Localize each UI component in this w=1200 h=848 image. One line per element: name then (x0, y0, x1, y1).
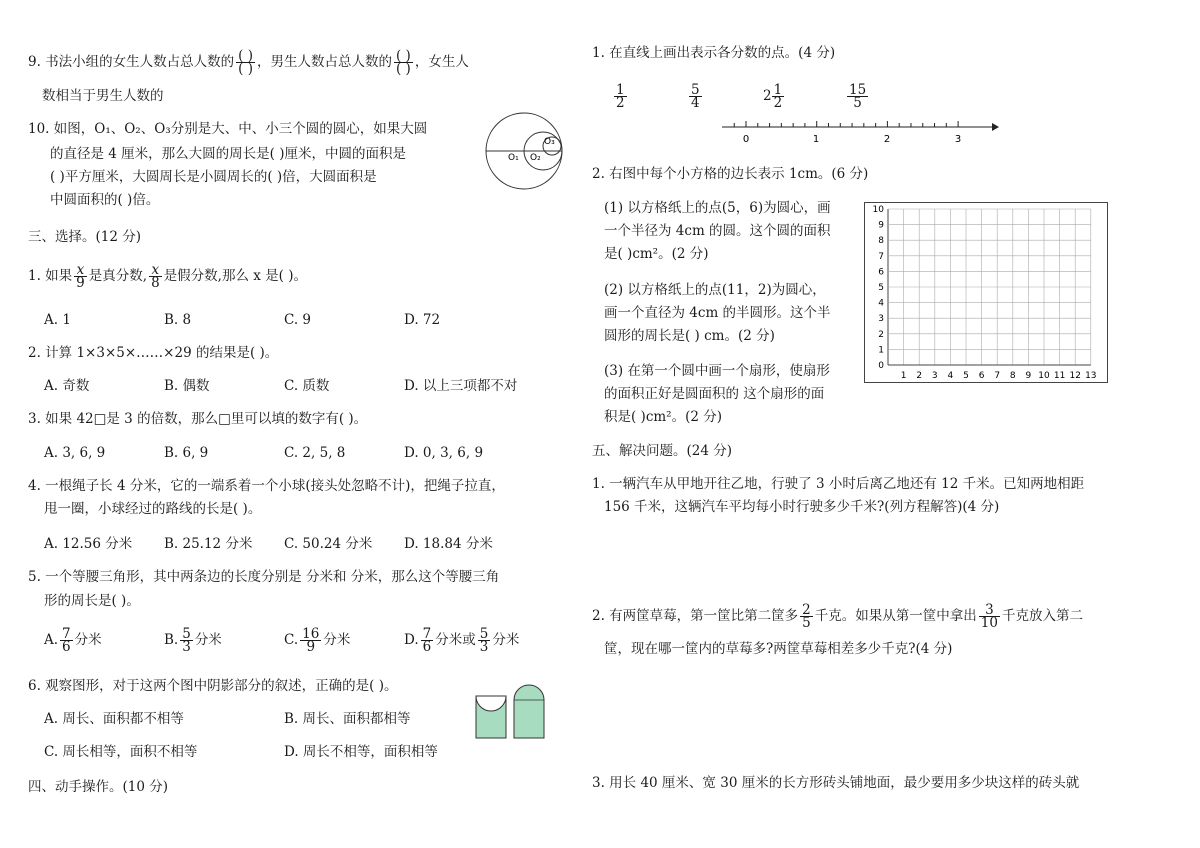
grid-x-label: 7 (994, 371, 1001, 381)
r2-p3-line1: (3) 在第一个圆中画一个扇形，使扇形 (604, 363, 830, 379)
grid-y-label: 7 (878, 251, 884, 262)
s1-line2: 156 千米，这辆汽车平均每小时行驶多少千米?(列方程解答)(4 分) (604, 499, 1000, 515)
c6-option-d[interactable]: D. 周长不相等，面积相等 (284, 744, 438, 760)
c1-text-c: 是假分数,那么 x 是( )。 (163, 268, 307, 284)
grid-x-label: 10 (1038, 371, 1050, 381)
c6-option-a[interactable]: A. 周长、面积都不相等 (44, 711, 184, 727)
c1-option-a[interactable]: A. 1 (44, 312, 71, 328)
r1-fraction-3: 2 $\frac{1}{2}$ (763, 82, 783, 111)
c2-option-c[interactable]: C. 质数 (284, 378, 330, 394)
c4-line1: 4. 一根绳子长 4 分米，它的一端系着一个小球(接头处忽略不计)，把绳子拉直， (28, 478, 505, 494)
number-line-arrow (992, 123, 999, 131)
r1-fraction-2: $\frac{5}{4}$ (691, 82, 700, 111)
q9-line1 (28, 50, 469, 75)
grid-x-label: 11 (1053, 371, 1066, 381)
r2-p3-line2: 的面积正好是圆面积的 这个扇形的面 (604, 386, 825, 402)
s2-line1 (592, 604, 1083, 629)
c1-option-b[interactable]: B. 8 (164, 312, 192, 328)
c5-option-d[interactable]: D. $\frac{7}{6}$ 分米或 $\frac{5}{3}$ 分米 (404, 626, 520, 655)
c4-line2: 甩一圈，小球经过的路线的长是( )。 (44, 501, 262, 517)
s2-text-a: 2. 有两筐草莓，第一筐比第二筐多 (592, 608, 799, 624)
c4-option-d[interactable]: D. 18.84 分米 (404, 536, 493, 552)
q10-line2: 的直径是 4 厘米，那么大圆的周长是( )厘米，中圆的面积是 (50, 146, 406, 162)
q10-line1: 10. 如图，O₁、O₂、O₃分别是大、中、小三个圆的圆心，如果大圆 (28, 121, 428, 137)
o3-label: O₃ (544, 137, 555, 147)
c5-option-b[interactable]: B. $\frac{5}{3}$ 分米 (164, 626, 222, 655)
section-3-heading: 三、选择。(12 分) (28, 229, 142, 245)
c1-fraction-x-8: $\frac{x}{8}$ (151, 262, 160, 291)
nl-label-2: 2 (883, 134, 891, 145)
c1-text-a: 1. 如果 (28, 268, 73, 284)
grid-x-label: 9 (1025, 371, 1032, 381)
c3-option-b[interactable]: B. 6, 9 (164, 445, 209, 461)
r2-p1-line1: (1) 以方格纸上的点(5，6)为圆心，画 (604, 200, 831, 216)
grid-x-label: 5 (963, 371, 969, 381)
grid-y-label: 5 (878, 283, 884, 293)
c2-option-d[interactable]: D. 以上三项都不对 (404, 378, 518, 394)
grid-x-label: 8 (1009, 371, 1016, 381)
c6-option-c[interactable]: C. 周长相等，面积不相等 (44, 744, 198, 760)
c1-fraction-x-9: $\frac{x}{9}$ (76, 262, 85, 291)
grid-x-label: 2 (916, 371, 923, 381)
s2-line2: 筐，现在哪一筐内的草莓多?两筐草莓相差多少千克?(4 分) (604, 641, 953, 657)
q9-text-c: ，女生人 (414, 54, 469, 70)
r1-fraction-4: $\frac{15}{5}$ (849, 82, 867, 111)
c5-a-fraction: $\frac{7}{6}$ (62, 626, 71, 655)
grid-y-label: 4 (878, 298, 884, 309)
r1-question: 1. 在直线上画出表示各分数的点。(4 分) (592, 45, 836, 61)
q10-line3: ( )平方厘米，大圆周长是小圆周长的( )倍，大圆面积是 (50, 169, 377, 185)
number-line (718, 118, 1002, 146)
shaded-shapes-figure (474, 682, 550, 740)
c3-option-d[interactable]: D. 0, 3, 6, 9 (404, 445, 484, 461)
c5-line2: 形的周长是( )。 (44, 593, 140, 609)
c1-question (28, 264, 307, 289)
grid-y-label: 10 (872, 205, 884, 215)
c6-question: 6. 观察图形，对于这两个图中阴影部分的叙述，正确的是( )。 (28, 678, 398, 694)
r2-p1-line3: 是( )cm²。(2 分) (604, 246, 709, 262)
o2-label: O₂ (530, 153, 541, 163)
r2-p2-line3: 圆形的周长是( ) cm。(2 分) (604, 328, 775, 344)
grid-x-label: 1 (900, 371, 907, 381)
c2-question: 2. 计算 1×3×5×……×29 的结果是( )。 (28, 345, 279, 361)
q9-line2: 数相当于男生人数的 (42, 88, 164, 104)
c5-line1: 5. 一个等腰三角形，其中两条边的长度分别是 分米和 分米，那么这个等腰三角 (28, 569, 500, 585)
s1-line1: 1. 一辆汽车从甲地开往乙地，行驶了 3 小时后离乙地还有 12 千米。已知两地相距 (592, 476, 1085, 492)
o1-label: O₁ (508, 153, 519, 163)
three-circles-figure (478, 110, 570, 192)
s2-fraction-1: $\frac{2}{5}$ (802, 602, 811, 631)
c4-option-a[interactable]: A. 12.56 分米 (44, 536, 133, 552)
c1-text-b: 是真分数, (88, 268, 148, 284)
c1-option-c[interactable]: C. 9 (284, 312, 312, 328)
c2-option-a[interactable]: A. 奇数 (44, 378, 90, 394)
nl-label-3: 3 (954, 134, 962, 145)
r2-p3-line3: 积是( )cm²。(2 分) (604, 409, 723, 425)
s3-line1: 3. 用长 40 厘米、宽 30 厘米的长方形砖头铺地面，最少要用多少块这样的砖头就 (592, 775, 1080, 791)
r2-question: 2. 右图中每个小方格的边长表示 1cm。(6 分) (592, 166, 869, 182)
grid-x-label: 12 (1069, 371, 1081, 381)
grid-x-label: 13 (1085, 371, 1097, 381)
c5-b-fraction: $\frac{5}{3}$ (182, 626, 191, 655)
grid-y-label: 6 (878, 267, 884, 278)
square-grid-paper[interactable] (864, 202, 1109, 384)
c5-option-a[interactable]: A. $\frac{7}{6}$ 分米 (44, 626, 102, 655)
q9-text-b: ，男生人数占总人数的 (257, 54, 392, 70)
grid-y-label: 3 (878, 314, 884, 325)
grid-x-label: 4 (947, 371, 954, 381)
q9-blank-fraction-1: $\frac{( )}{( )}$ (238, 48, 253, 77)
c4-option-c[interactable]: C. 50.24 分米 (284, 536, 373, 552)
r1-fraction-1: $\frac{1}{2}$ (616, 82, 625, 111)
c6-option-b[interactable]: B. 周长、面积都相等 (284, 711, 411, 727)
s2-text-b: 千克。如果从第一筐中拿出 (814, 608, 977, 624)
r2-p1-line2: 一个半径为 4cm 的圆。这个圆的面积 (604, 223, 831, 239)
shape-right-arch-shaded (514, 685, 544, 738)
grid-y-label: 0 (878, 361, 884, 371)
grid-y-label: 1 (878, 345, 884, 356)
c5-d-fraction-2: $\frac{5}{3}$ (479, 626, 489, 655)
grid-x-label: 3 (931, 371, 938, 381)
s2-fraction-2: $\frac{3}{10}$ (980, 602, 998, 631)
grid-y-label: 9 (878, 220, 884, 231)
c4-option-b[interactable]: B. 25.12 分米 (164, 536, 253, 552)
r2-p2-line1: (2) 以方格纸上的点(11，2)为圆心， (604, 282, 826, 298)
c5-d-fraction-1: $\frac{7}{6}$ (422, 626, 432, 655)
c5-option-c[interactable]: C. $\frac{16}{9}$ 分米 (284, 626, 351, 655)
nl-label-0: 0 (742, 134, 750, 145)
r2-p2-line2: 画一个直径为 4cm 的半圆形。这个半 (604, 305, 831, 321)
s2-text-c: 千克放入第二 (1001, 608, 1083, 624)
section-5-heading: 五、解决问题。(24 分) (592, 443, 733, 459)
c2-option-b[interactable]: B. 偶数 (164, 378, 210, 394)
c5-c-fraction: $\frac{16}{9}$ (302, 626, 320, 655)
c1-option-d[interactable]: D. 72 (404, 312, 441, 328)
section-4-heading: 四、动手操作。(10 分) (28, 779, 169, 795)
c3-option-c[interactable]: C. 2, 5, 8 (284, 445, 346, 461)
c3-option-a[interactable]: A. 3, 6, 9 (44, 445, 106, 461)
grid-x-label: 6 (978, 371, 985, 381)
c3-question: 3. 如果 42□是 3 的倍数，那么□里可以填的数字有( )。 (28, 411, 368, 427)
nl-label-1: 1 (812, 134, 820, 145)
q9-blank-fraction-2: $\frac{( )}{( )}$ (396, 48, 411, 77)
q9-text-a: 9. 书法小组的女生人数占总人数的 (28, 54, 235, 70)
grid-y-label: 8 (878, 236, 884, 247)
q10-line4: 中圆面积的( )倍。 (50, 192, 160, 208)
grid-y-label: 2 (878, 329, 884, 340)
